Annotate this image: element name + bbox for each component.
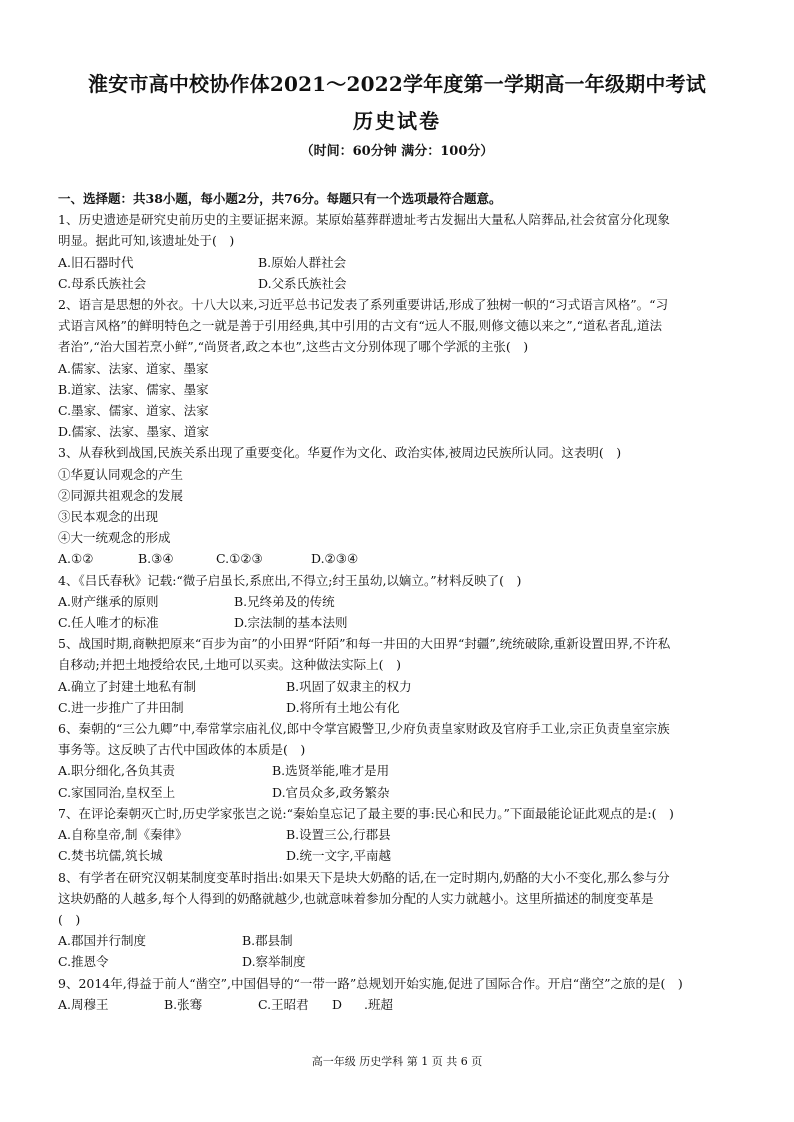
option-row	[58, 782, 742, 803]
option-row	[58, 273, 742, 294]
option-d: D.宗法制的基本法则	[234, 615, 348, 631]
option-a: A.周穆王	[58, 996, 109, 1012]
question-line: 6、秦朝的“三公九卿”中,奉常掌宗庙礼仪,郎中令掌宫殿警卫,少府负责皇家财政及官府手工业,宗正负责皇室宗族	[58, 721, 670, 737]
question-line: 2、语言是思想的外衣。十八大以来,习近平总书记发表了系列重要讲话,形成了独树一帜的“习式语言风格”。“习	[58, 297, 669, 313]
question-line: 5、战国时期,商鞅把原来“百步为亩”的小田界“阡陌”和每一井田的大田界“封疆”,统统破除,重新设置田界,不许私	[58, 636, 671, 652]
option-d: D.统一文字,平南越	[286, 848, 392, 864]
question-content	[58, 188, 742, 1015]
option-c: C.进一步推广了井田制	[58, 699, 184, 715]
option-b: B.原始人群社会	[258, 254, 347, 270]
option-c: C.任人唯才的标准	[58, 615, 159, 631]
statement-1: ①华夏认同观念的产生	[58, 466, 184, 482]
option-d: D.②③④	[311, 551, 359, 567]
option-b: B.兄终弟及的传统	[234, 593, 335, 609]
question-line: 8、有学者在研究汉朝某制度变革时指出:如果天下是块大奶酪的话,在一定时期内,奶酪的大小不变化,那么参与分	[58, 869, 670, 885]
statement-4: ④大一统观念的形成	[58, 530, 171, 546]
option-c: C.母系氏族社会	[58, 275, 147, 291]
question-line: 1、历史遗迹是研究史前历史的主要证据来源。某原始墓葬群遗址考古发掘出大量私人陪葬品,社会贫富分化现象	[58, 212, 670, 228]
option-d-letter: D	[332, 996, 343, 1012]
question-7	[58, 803, 742, 867]
option-a: A.职分细化,各负其责	[58, 763, 175, 779]
option-row	[58, 697, 742, 718]
statement-3: ③民本观念的出现	[58, 509, 159, 525]
exam-info: （时间：60分钟 满分：100分）	[300, 144, 494, 159]
option-row	[58, 824, 742, 845]
question-line: 3、从春秋到战国,民族关系出现了重要变化。华夏作为文化、政治实体,被周边民族所认同。这表明( )	[58, 445, 622, 461]
option-b: B.郡县制	[242, 933, 293, 949]
option-a: A.儒家、法家、道家、墨家	[58, 360, 209, 376]
question-line: 事务等。这反映了古代中国政体的本质是( )	[58, 742, 306, 758]
page-footer: 高一年级 历史学科 第 1 页 共 6 页	[311, 1055, 483, 1068]
option-a: A.自称皇帝,制《秦律》	[58, 827, 188, 843]
option-d: D.察举制度	[242, 954, 306, 970]
option-row	[58, 760, 742, 781]
option-d: D.儒家、法家、墨家、道家	[58, 424, 210, 440]
option-row	[58, 951, 742, 972]
statement-2: ②同源共祖观念的发展	[58, 487, 184, 503]
option-b: B.巩固了奴隶主的权力	[286, 678, 412, 694]
question-line: 4、《吕氏春秋》记载:“微子启虽长,系庶出,不得立;纣王虽幼,以嫡立。”材料反映了( )	[58, 572, 522, 588]
option-c: C.墨家、儒家、道家、法家	[58, 403, 209, 419]
option-row	[58, 252, 742, 273]
question-line: 9、2014年,得益于前人“凿空”,中国倡导的“一带一路”总规划开始实施,促进了国际合作。开启“凿空”之旅的是( )	[58, 975, 683, 991]
option-a: A.旧石器时代	[58, 254, 134, 270]
option-a: A.财产继承的原则	[58, 593, 159, 609]
option-c: C.①②③	[216, 551, 263, 567]
question-line: 这块奶酪的人越多,每个人得到的奶酪就越少,也就意味着参加分配的人实力就越小。这里所描述的制度变革是	[58, 890, 654, 906]
question-line: 自移动;并把土地授给农民,土地可以买卖。这种做法实际上( )	[58, 657, 401, 673]
section-heading: 一、选择题：共38小题，每小题2分，共76分。每题只有一个选项最符合题意。	[58, 191, 502, 206]
subject-title: 历史试卷	[353, 109, 441, 133]
question-2	[58, 294, 742, 442]
question-3	[58, 442, 742, 569]
question-1	[58, 209, 742, 294]
question-6	[58, 718, 742, 803]
option-a: A.①②	[58, 551, 94, 567]
option-c: C.推恩令	[58, 954, 109, 970]
question-9	[58, 973, 742, 1015]
option-d: D.官员众多,政务繁杂	[272, 784, 390, 800]
option-b: B.③④	[138, 551, 174, 567]
option-row	[58, 612, 742, 633]
option-row	[58, 676, 742, 697]
question-line: 7、在评论秦朝灭亡时,历史学家张岂之说:“秦始皇忘记了最主要的事:民心和民力。”下面最能论证此观点的是:( )	[58, 805, 674, 821]
option-b: B.设置三公,行郡县	[286, 827, 391, 843]
option-d: D.父系氏族社会	[258, 275, 347, 291]
question-line: 者治”,“治大国若烹小鲜”,“尚贤者,政之本也”,这些古文分别体现了哪个学派的主张( )	[58, 339, 529, 355]
question-8	[58, 867, 742, 973]
option-a: A.确立了封建土地私有制	[58, 678, 197, 694]
option-row	[58, 930, 742, 951]
option-row	[58, 845, 742, 866]
option-d-text: .班超	[364, 996, 393, 1012]
option-row	[58, 548, 742, 569]
option-c: C.家国同治,皇权至上	[58, 784, 176, 800]
question-5	[58, 633, 742, 718]
option-row	[58, 994, 742, 1015]
option-a: A.郡国并行制度	[58, 933, 147, 949]
option-d: D.将所有土地公有化	[286, 699, 400, 715]
option-b: B.道家、法家、儒家、墨家	[58, 381, 209, 397]
question-4	[58, 570, 742, 634]
question-line: 式语言风格”的鲜明特色之一就是善于引用经典,其中引用的古文有“远人不服,则修文德以来之”,“道私者乱,道法	[58, 318, 662, 334]
option-row	[58, 591, 742, 612]
question-line: 明显。据此可知,该遗址处于( )	[58, 233, 235, 249]
question-line: ( )	[58, 911, 81, 927]
option-c: C.王昭君	[258, 996, 309, 1012]
option-b: B.选贤举能,唯才是用	[272, 763, 390, 779]
option-c: C.焚书坑儒,筑长城	[58, 848, 163, 864]
option-b: B.张骞	[164, 996, 203, 1012]
exam-title: 淮安市高中校协作体2021～2022学年度第一学期高一年级期中考试	[88, 72, 706, 96]
